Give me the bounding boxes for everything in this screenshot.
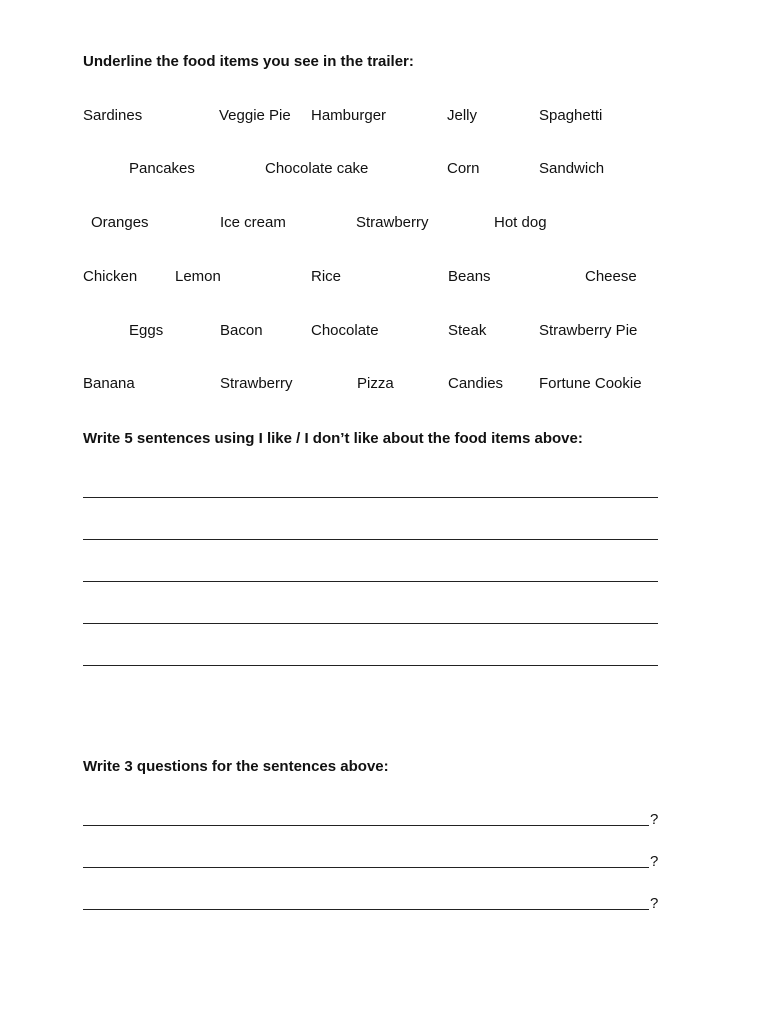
sentence-answer-line[interactable] — [83, 623, 658, 624]
food-item: Pancakes — [129, 160, 195, 177]
food-item: Jelly — [447, 107, 478, 124]
question-mark: ? — [650, 895, 659, 912]
question-answer-line[interactable] — [83, 909, 649, 910]
food-item: Corn — [447, 160, 480, 177]
food-item: Beans — [448, 268, 491, 285]
food-item: Veggie Pie — [219, 107, 291, 124]
food-item: Ice cream — [220, 214, 286, 231]
food-item: Chocolate — [311, 322, 379, 339]
sentence-answer-line[interactable] — [83, 497, 658, 498]
question-answer-line[interactable] — [83, 867, 649, 868]
food-item: Spaghetti — [539, 107, 603, 124]
food-item: Hot dog — [494, 214, 547, 231]
question-answer-line[interactable] — [83, 825, 649, 826]
food-item: Sardines — [83, 107, 143, 124]
sentence-answer-line[interactable] — [83, 539, 658, 540]
sentence-answer-line[interactable] — [83, 665, 658, 666]
food-item: Hamburger — [311, 107, 387, 124]
food-item: Bacon — [220, 322, 263, 339]
question-mark: ? — [650, 811, 659, 828]
food-item: Oranges — [91, 214, 149, 231]
food-item: Sandwich — [539, 160, 605, 177]
food-item: Candies — [448, 375, 504, 392]
food-item: Strawberry Pie — [539, 322, 638, 339]
food-item: Fortune Cookie — [539, 375, 642, 392]
food-item: Cheese — [585, 268, 637, 285]
food-item: Chicken — [83, 268, 138, 285]
question-mark: ? — [650, 853, 659, 870]
food-item: Strawberry — [356, 214, 429, 231]
questions-instruction-heading: Write 3 questions for the sentences above: — [83, 758, 389, 775]
food-item: Pizza — [357, 375, 394, 392]
food-item: Rice — [311, 268, 342, 285]
sentences-instruction-heading: Write 5 sentences using I like / I don’t like about the food items above: — [83, 430, 583, 447]
food-item: Lemon — [175, 268, 221, 285]
food-item: Strawberry — [220, 375, 293, 392]
food-item: Chocolate cake — [265, 160, 369, 177]
sentence-answer-line[interactable] — [83, 581, 658, 582]
underline-instruction-heading: Underline the food items you see in the trailer: — [83, 53, 414, 70]
food-item: Steak — [448, 322, 487, 339]
food-item: Eggs — [129, 322, 164, 339]
food-item: Banana — [83, 375, 135, 392]
